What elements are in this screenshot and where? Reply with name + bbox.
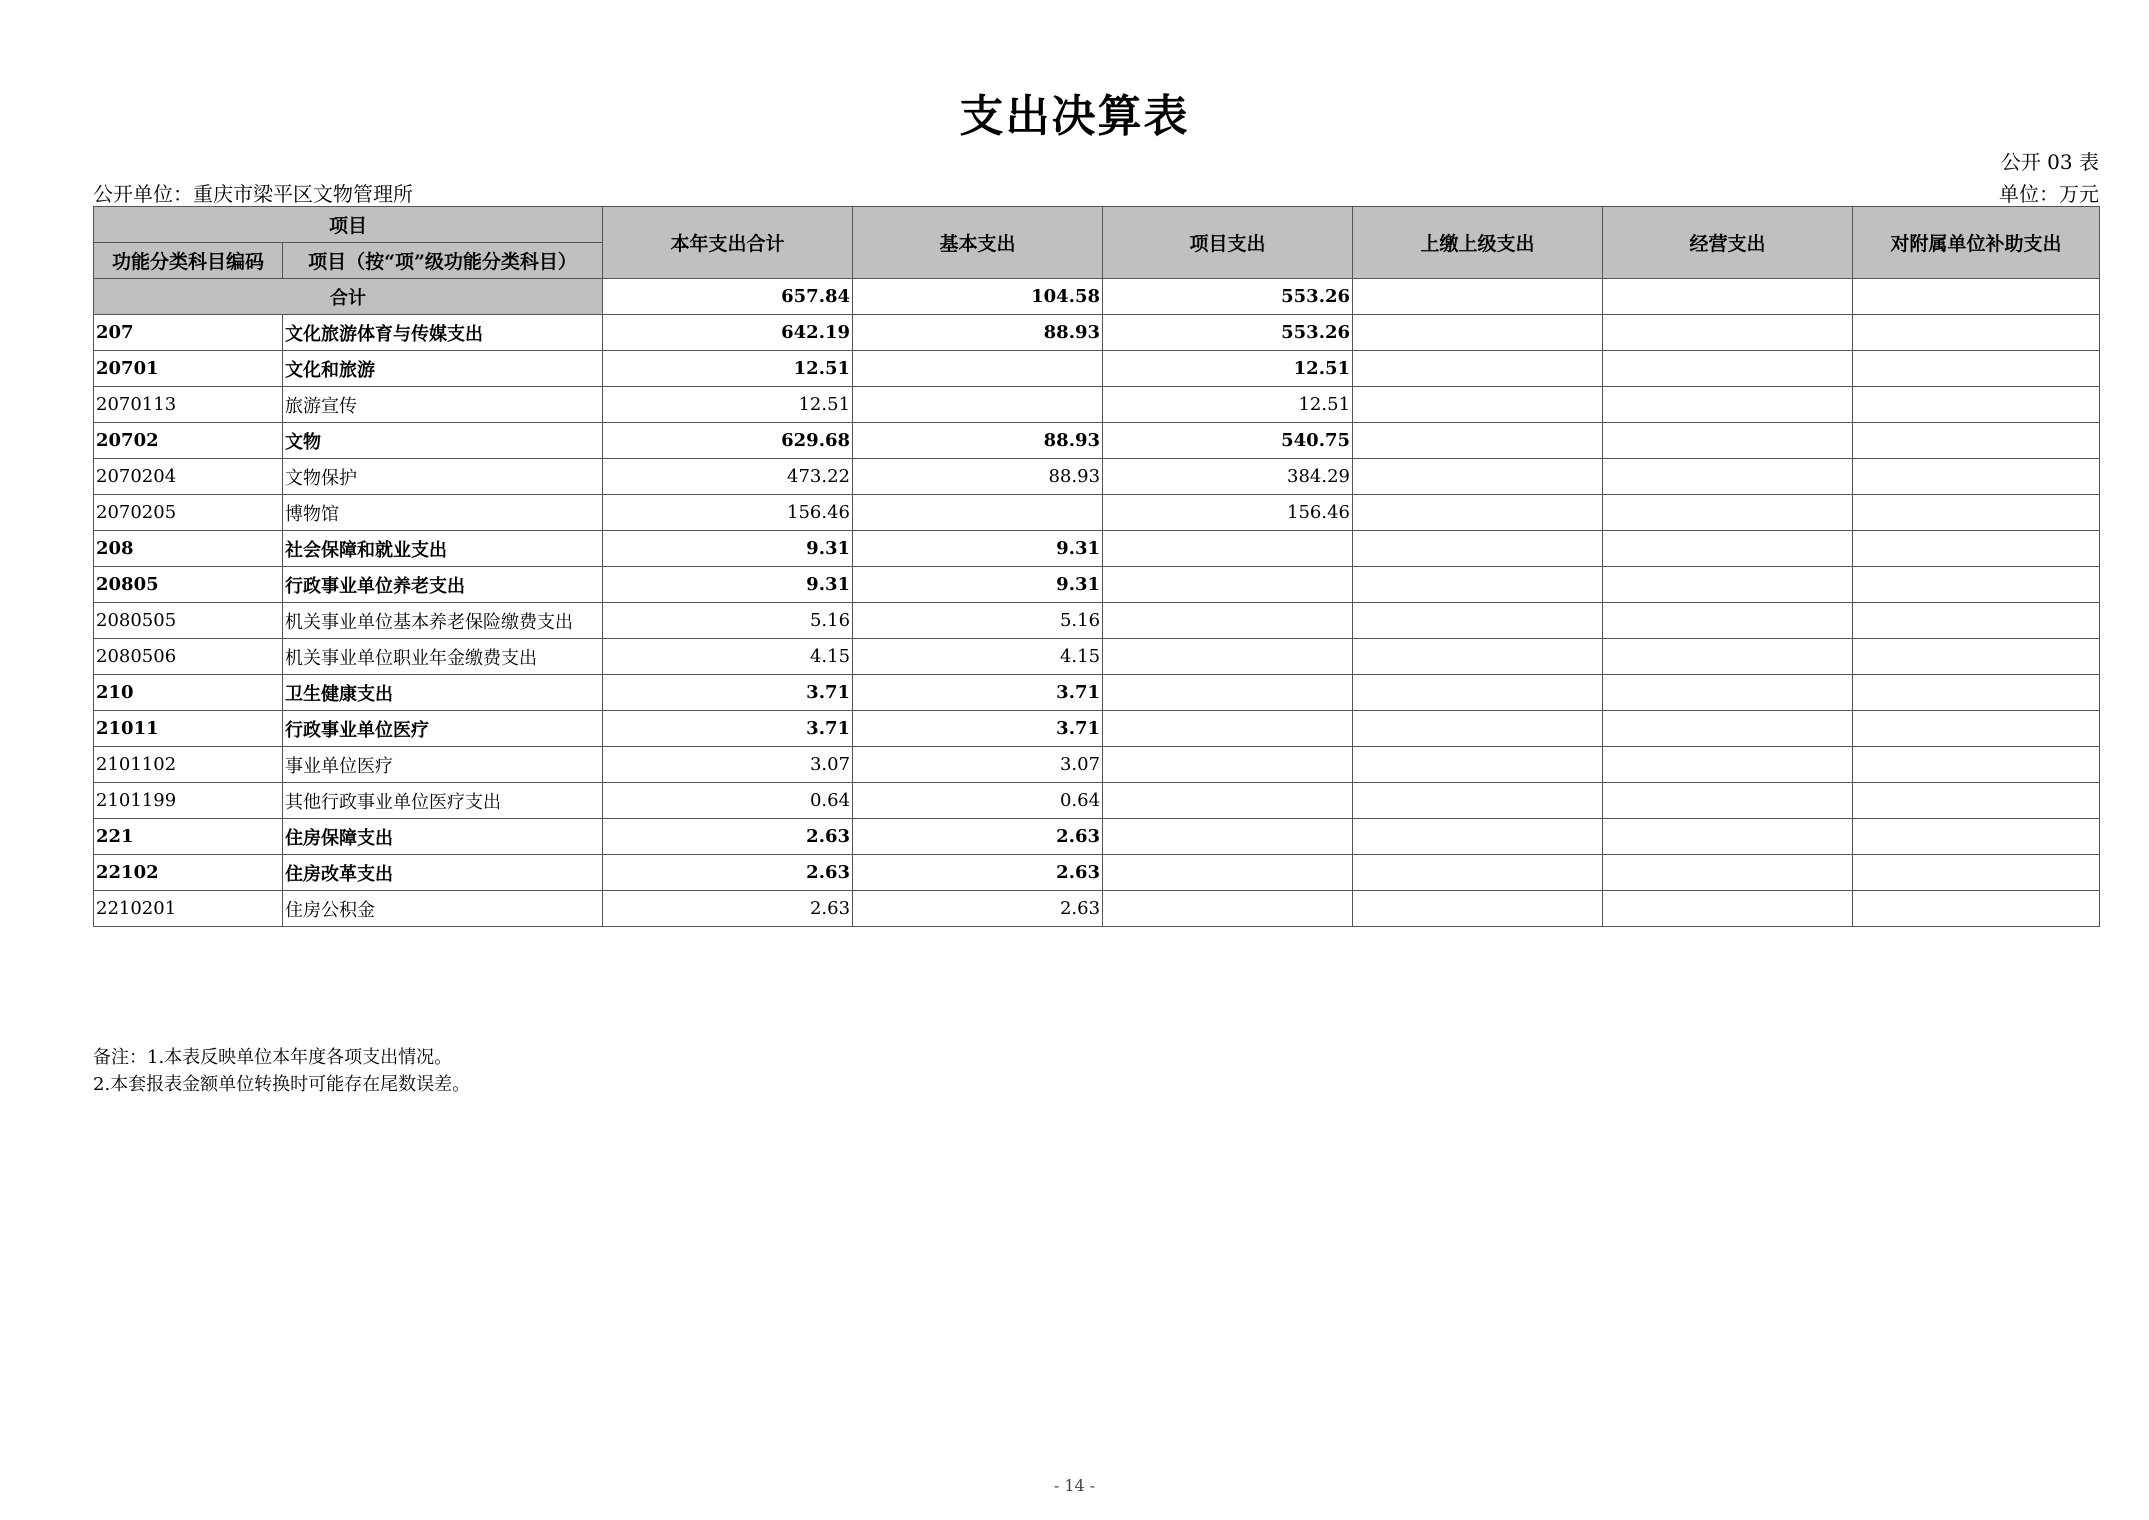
upper-cell [1353, 459, 1603, 495]
total-cell: 9.31 [603, 531, 853, 567]
table-row [94, 819, 2100, 855]
name-cell: 行政事业单位医疗 [283, 711, 603, 747]
table-row [94, 747, 2100, 783]
subsidy-cell [1853, 783, 2100, 819]
header-project-expenditure: 项目支出 [1103, 207, 1353, 279]
name-cell: 文化和旅游 [283, 351, 603, 387]
table-row [94, 855, 2100, 891]
header-upper-level-payment: 上缴上级支出 [1353, 207, 1603, 279]
table-row [94, 423, 2100, 459]
code-cell: 2070204 [94, 459, 283, 495]
code-cell: 21011 [94, 711, 283, 747]
total-cell: 2.63 [603, 891, 853, 927]
operating-cell [1603, 819, 1853, 855]
code-cell: 20805 [94, 567, 283, 603]
name-cell: 其他行政事业单位医疗支出 [283, 783, 603, 819]
name-cell: 旅游宣传 [283, 387, 603, 423]
basic-cell: 88.93 [853, 423, 1103, 459]
header-item-name: 项目（按“项”级功能分类科目） [283, 243, 603, 279]
table-row [94, 531, 2100, 567]
currency-unit: 单位：万元 [1999, 182, 2099, 206]
code-cell: 221 [94, 819, 283, 855]
code-cell: 20701 [94, 351, 283, 387]
name-cell: 卫生健康支出 [283, 675, 603, 711]
table-row [94, 495, 2100, 531]
header-function-code: 功能分类科目编码 [94, 243, 283, 279]
basic-cell: 3.71 [853, 711, 1103, 747]
operating-cell [1603, 855, 1853, 891]
project-cell [1103, 639, 1353, 675]
table-row [94, 711, 2100, 747]
basic-cell: 9.31 [853, 531, 1103, 567]
basic-cell: 104.58 [853, 279, 1103, 315]
upper-cell [1353, 891, 1603, 927]
name-cell: 文物 [283, 423, 603, 459]
subsidy-cell [1853, 639, 2100, 675]
total-cell: 2.63 [603, 819, 853, 855]
project-cell: 12.51 [1103, 387, 1353, 423]
upper-cell [1353, 279, 1603, 315]
subsidy-cell [1853, 495, 2100, 531]
total-cell: 9.31 [603, 567, 853, 603]
upper-cell [1353, 639, 1603, 675]
note-line: 2.本套报表金额单位转换时可能存在尾数误差。 [93, 1074, 471, 1095]
total-cell: 12.51 [603, 351, 853, 387]
subsidy-cell [1853, 351, 2100, 387]
project-cell [1103, 531, 1353, 567]
code-cell: 2210201 [94, 891, 283, 927]
code-cell: 2070205 [94, 495, 283, 531]
table-row [94, 891, 2100, 927]
total-cell: 629.68 [603, 423, 853, 459]
subsidy-cell [1853, 531, 2100, 567]
project-cell: 540.75 [1103, 423, 1353, 459]
project-cell [1103, 603, 1353, 639]
subsidy-cell [1853, 675, 2100, 711]
code-cell: 2080505 [94, 603, 283, 639]
total-label: 合计 [94, 279, 603, 315]
total-cell: 3.71 [603, 675, 853, 711]
table-row [94, 603, 2100, 639]
basic-cell: 5.16 [853, 603, 1103, 639]
notes [93, 1044, 470, 1098]
header-project: 项目 [94, 207, 603, 243]
table-row [94, 783, 2100, 819]
subsidy-cell [1853, 819, 2100, 855]
upper-cell [1353, 387, 1603, 423]
total-cell: 3.07 [603, 747, 853, 783]
subsidy-cell [1853, 315, 2100, 351]
project-cell [1103, 819, 1353, 855]
project-cell [1103, 855, 1353, 891]
basic-cell: 88.93 [853, 459, 1103, 495]
name-cell: 博物馆 [283, 495, 603, 531]
upper-cell [1353, 315, 1603, 351]
operating-cell [1603, 459, 1853, 495]
subsidy-cell [1853, 855, 2100, 891]
operating-cell [1603, 351, 1853, 387]
header-basic-expenditure: 基本支出 [853, 207, 1103, 279]
subsidy-cell [1853, 711, 2100, 747]
total-cell: 12.51 [603, 387, 853, 423]
name-cell: 社会保障和就业支出 [283, 531, 603, 567]
project-cell [1103, 783, 1353, 819]
upper-cell [1353, 855, 1603, 891]
name-cell: 住房公积金 [283, 891, 603, 927]
operating-cell [1603, 567, 1853, 603]
header-subsidiary-subsidy: 对附属单位补助支出 [1853, 207, 2100, 279]
operating-cell [1603, 603, 1853, 639]
header-total-expenditure: 本年支出合计 [603, 207, 853, 279]
reporting-unit: 公开单位：重庆市梁平区文物管理所 [93, 182, 413, 206]
subsidy-cell [1853, 603, 2100, 639]
code-cell: 208 [94, 531, 283, 567]
upper-cell [1353, 603, 1603, 639]
operating-cell [1603, 423, 1853, 459]
total-cell: 0.64 [603, 783, 853, 819]
subsidy-cell [1853, 387, 2100, 423]
total-cell: 657.84 [603, 279, 853, 315]
note-line: 备注：1.本表反映单位本年度各项支出情况。 [93, 1047, 453, 1068]
operating-cell [1603, 675, 1853, 711]
form-number: 公开 03 表 [2000, 150, 2099, 174]
project-cell [1103, 675, 1353, 711]
project-cell: 553.26 [1103, 279, 1353, 315]
operating-cell [1603, 495, 1853, 531]
operating-cell [1603, 783, 1853, 819]
name-cell: 机关事业单位基本养老保险缴费支出 [283, 603, 603, 639]
name-cell: 住房改革支出 [283, 855, 603, 891]
upper-cell [1353, 783, 1603, 819]
basic-cell: 3.07 [853, 747, 1103, 783]
upper-cell [1353, 819, 1603, 855]
project-cell: 553.26 [1103, 315, 1353, 351]
table-row [94, 315, 2100, 351]
upper-cell [1353, 567, 1603, 603]
code-cell: 2101199 [94, 783, 283, 819]
project-cell [1103, 891, 1353, 927]
name-cell: 机关事业单位职业年金缴费支出 [283, 639, 603, 675]
table-row [94, 459, 2100, 495]
code-cell: 207 [94, 315, 283, 351]
total-row [94, 279, 2100, 315]
total-cell: 156.46 [603, 495, 853, 531]
operating-cell [1603, 891, 1853, 927]
code-cell: 210 [94, 675, 283, 711]
upper-cell [1353, 747, 1603, 783]
subsidy-cell [1853, 567, 2100, 603]
name-cell: 事业单位医疗 [283, 747, 603, 783]
name-cell: 行政事业单位养老支出 [283, 567, 603, 603]
operating-cell [1603, 639, 1853, 675]
subsidy-cell [1853, 423, 2100, 459]
upper-cell [1353, 423, 1603, 459]
upper-cell [1353, 495, 1603, 531]
basic-cell [853, 495, 1103, 531]
basic-cell: 2.63 [853, 891, 1103, 927]
operating-cell [1603, 279, 1853, 315]
operating-cell [1603, 387, 1853, 423]
code-cell: 2070113 [94, 387, 283, 423]
subsidy-cell [1853, 891, 2100, 927]
code-cell: 20702 [94, 423, 283, 459]
basic-cell: 4.15 [853, 639, 1103, 675]
code-cell: 2101102 [94, 747, 283, 783]
upper-cell [1353, 531, 1603, 567]
basic-cell: 9.31 [853, 567, 1103, 603]
table-row [94, 675, 2100, 711]
project-cell [1103, 747, 1353, 783]
header-operating-expenditure: 经营支出 [1603, 207, 1853, 279]
total-cell: 4.15 [603, 639, 853, 675]
upper-cell [1353, 711, 1603, 747]
operating-cell [1603, 747, 1853, 783]
table-row [94, 567, 2100, 603]
operating-cell [1603, 315, 1853, 351]
code-cell: 2080506 [94, 639, 283, 675]
project-cell: 12.51 [1103, 351, 1353, 387]
project-cell: 384.29 [1103, 459, 1353, 495]
basic-cell: 2.63 [853, 855, 1103, 891]
basic-cell: 0.64 [853, 783, 1103, 819]
operating-cell [1603, 711, 1853, 747]
page-number: - 14 - [1053, 1476, 1096, 1495]
subsidy-cell [1853, 459, 2100, 495]
total-cell: 3.71 [603, 711, 853, 747]
subsidy-cell [1853, 747, 2100, 783]
name-cell: 住房保障支出 [283, 819, 603, 855]
basic-cell: 2.63 [853, 819, 1103, 855]
operating-cell [1603, 531, 1853, 567]
upper-cell [1353, 351, 1603, 387]
project-cell [1103, 711, 1353, 747]
page-title: 支出决算表 [959, 91, 1190, 142]
name-cell: 文化旅游体育与传媒支出 [283, 315, 603, 351]
table-row [94, 387, 2100, 423]
total-cell: 2.63 [603, 855, 853, 891]
table-row [94, 351, 2100, 387]
basic-cell: 3.71 [853, 675, 1103, 711]
basic-cell: 88.93 [853, 315, 1103, 351]
total-cell: 473.22 [603, 459, 853, 495]
basic-cell [853, 351, 1103, 387]
code-cell: 22102 [94, 855, 283, 891]
upper-cell [1353, 675, 1603, 711]
total-cell: 5.16 [603, 603, 853, 639]
basic-cell [853, 387, 1103, 423]
name-cell: 文物保护 [283, 459, 603, 495]
table-row [94, 639, 2100, 675]
project-cell: 156.46 [1103, 495, 1353, 531]
subsidy-cell [1853, 279, 2100, 315]
expenditure-table [93, 206, 2100, 927]
total-cell: 642.19 [603, 315, 853, 351]
project-cell [1103, 567, 1353, 603]
